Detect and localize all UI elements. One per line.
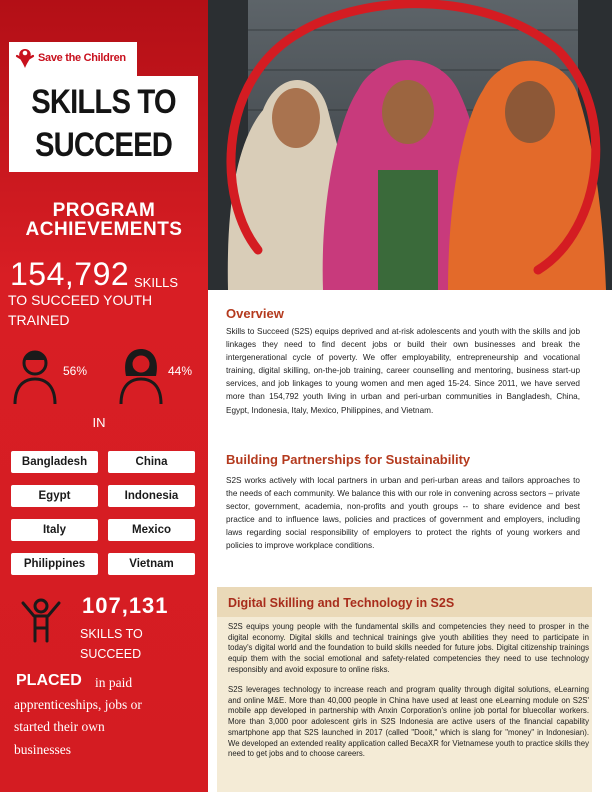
digital-header xyxy=(217,587,592,617)
partnerships-text: S2S works actively with local partners in urban and peri-urban areas and tailors approaches to the needs of each community. We balance this with our role in convening across sectors – private sector, government, academia, non-profits and youth groups -- to share evidence and best practice and to influence laws, policies and practices of government and employers, including laws regarding social responsibility of employers to protect the rights of young workers and policies to improve workplace conditions. xyxy=(226,476,580,551)
digital-text-1: S2S equips young people with the fundamental skills and competencies they need to prosper in the digital economy. Digital skills and technical trainings give youth abilities they need to participate in today's digital world and the foundation to build skills needed for future jobs. Digital citizenship trainings equip them with the social emotional and safety-related competencies they need to use technology responsibly and avoid exposure to online risks. xyxy=(228,622,589,674)
program-heading-line2: ACHIEVEMENTS xyxy=(25,219,183,240)
trained-line2: TRAINED xyxy=(8,312,70,328)
partnerships-heading: Building Partnerships for Sustainability xyxy=(226,452,471,467)
country-vietnam: Vietnam xyxy=(108,553,195,575)
country-mexico: Mexico xyxy=(108,519,195,541)
placed-text-1: apprenticeships, jobs or xyxy=(14,697,142,712)
country-italy: Italy xyxy=(11,519,98,541)
placed-text-2: started their own xyxy=(14,719,105,734)
in-label: IN xyxy=(92,415,106,430)
female-percentage: 44% xyxy=(168,364,193,378)
program-heading-line1: PROGRAM xyxy=(52,200,156,221)
overview-text: Skills to Succeed (S2S) equips deprived and at-risk adolescents and youth with the skills and job linkages they need to find decent jobs or build their own businesses and break the intergenerational cycle of poverty. We offer employability, entrepreneurship and vocational training, digital skilling, on-the-job training, career counselling and mentoring, business start-up services, and job linkages to young women and men aged 15-24. Since 2011, we have served more than 154,792 youth living in urban and peri-urban communities in Bangladesh, China, Egypt, Indonesia, Italy, Mexico, Philippines, and Vietnam. xyxy=(226,327,580,415)
logo-text: Save the Children xyxy=(38,52,126,64)
placed-line2: SUCCEED xyxy=(80,647,142,661)
placed-number: 107,131 xyxy=(82,593,169,618)
country-egypt: Egypt xyxy=(11,485,98,507)
hero-photo xyxy=(208,0,612,290)
logo xyxy=(9,42,137,76)
placed-bold: PLACED xyxy=(16,672,82,689)
page-title-line1: SKILLS TO xyxy=(31,83,176,121)
placed-text-0: in paid xyxy=(95,675,133,690)
trained-line1: TO SUCCEED YOUTH xyxy=(8,292,153,308)
placed-text-3: businesses xyxy=(14,742,71,757)
sidebar xyxy=(0,0,208,792)
digital-heading: Digital Skilling and Technology in S2S xyxy=(228,596,455,610)
page-title-line2: SUCCEED xyxy=(35,126,172,164)
placed-line1: SKILLS TO xyxy=(80,627,143,641)
country-bangladesh: Bangladesh xyxy=(11,451,98,473)
title-box xyxy=(9,76,198,172)
country-philippines: Philippines xyxy=(11,553,98,575)
country-china: China xyxy=(108,451,195,473)
trained-number: 154,792 xyxy=(10,256,130,292)
overview-heading: Overview xyxy=(226,306,284,321)
hero-photo-illustration xyxy=(208,0,612,290)
male-person-icon xyxy=(12,346,58,406)
digital-section xyxy=(217,587,592,792)
female-person-icon xyxy=(118,346,164,406)
digital-text-2: S2S leverages technology to increase reach and program quality through digital solutions, eLearning and online M&E. More than 40,000 people in China have used at least one eLearning module on S2S' mobile app developed in partnership with Anxin Corporation's online job portal for bluecollar workers. More than 3,000 poor adolescent girls in S2S Indonesia are active users of the financial capability smartphone app that S2S launched in 2017 (called "Dooit," which is slang for "money" in Indonesian). We developed an extended reality application called BecaXR for Vietnamese youth to practice skills they need to get jobs and to choose careers. xyxy=(228,685,589,759)
trained-suffix: SKILLS xyxy=(134,275,179,290)
jumping-person-icon xyxy=(20,597,62,643)
male-percentage: 56% xyxy=(63,364,88,378)
save-the-children-logo-icon xyxy=(14,46,36,70)
country-indonesia: Indonesia xyxy=(108,485,195,507)
